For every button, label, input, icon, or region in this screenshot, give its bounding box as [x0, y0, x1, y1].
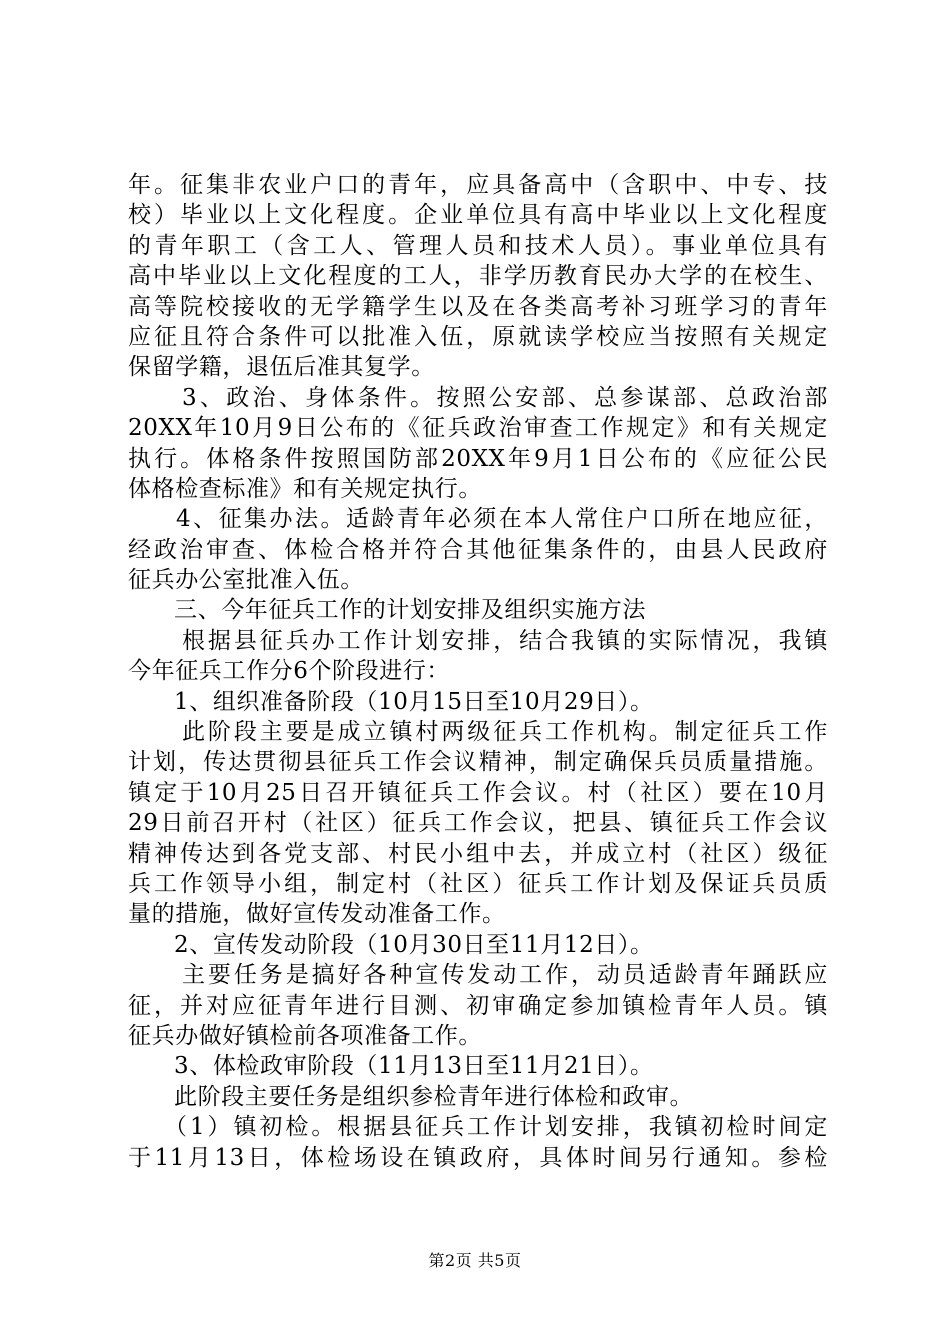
- text-line: 年。征集非农业户口的青年，应具备高中（含职中、中专、技: [128, 172, 828, 198]
- text-line: 计划，传达贯彻县征兵工作会议精神，制定确保兵员质量措施。: [128, 749, 828, 776]
- text-line: 今年征兵工作分6个阶段进行：: [128, 658, 451, 685]
- text-line: 经政治审查、体检合格并符合其他征集条件的，由县人民政府: [128, 536, 828, 563]
- text-line: 高中毕业以上文化程度的工人，非学历教育民办大学的在校生、: [128, 263, 828, 290]
- text-line: 校）毕业以上文化程度。企业单位具有高中毕业以上文化程度: [128, 202, 828, 229]
- text-line: 20XX年10月9日公布的《征兵政治审查工作规定》和有关规定: [128, 415, 828, 442]
- text-line: 2、宣传发动阶段（10月30日至11月12日）。: [174, 931, 654, 958]
- text-line: （1）镇初检。根据县征兵工作计划安排，我镇初检时间定: [164, 1114, 828, 1141]
- text-line: 根据县征兵办工作计划安排，结合我镇的实际情况，我镇: [182, 627, 828, 654]
- text-line: 执行。体格条件按照国防部20XX年9月1日公布的《应征公民: [128, 445, 828, 472]
- text-line: 1、组织准备阶段（10月15日至10月29日）。: [174, 688, 654, 715]
- text-line: 于11月13日，体检场设在镇政府，具体时间另行通知。参检: [128, 1144, 828, 1171]
- text-line: 应征且符合条件可以批准入伍，原就读学校应当按照有关规定: [128, 323, 828, 350]
- text-line: 主要任务是搞好各种宣传发动工作，动员适龄青年踊跃应: [182, 962, 828, 989]
- text-line: 高等院校接收的无学籍学生以及在各类高考补习班学习的青年: [128, 293, 828, 320]
- text-line: 征兵办公室批准入伍。: [128, 567, 364, 594]
- text-line: 量的措施，做好宣传发动准备工作。: [128, 901, 506, 928]
- text-line: 此阶段主要任务是组织参检青年进行体检和政审。: [174, 1083, 694, 1110]
- text-line: 3、政治、身体条件。按照公安部、总参谋部、总政治部: [182, 384, 828, 411]
- text-line: 4、征集办法。适龄青年必须在本人常住户口所在地应征，: [176, 506, 828, 533]
- text-line: 征，并对应征青年进行目测、初审确定参加镇检青年人员。镇: [128, 992, 828, 1019]
- text-line: 三、今年征兵工作的计划安排及组织实施方法: [174, 597, 646, 624]
- text-line: 征兵办做好镇检前各项准备工作。: [128, 1022, 482, 1049]
- text-line: 镇定于10月25日召开镇征兵工作会议。村（社区）要在10月: [128, 779, 828, 806]
- text-line: 此阶段主要是成立镇村两级征兵工作机构。制定征兵工作: [182, 719, 828, 746]
- document-body: [128, 170, 828, 1173]
- text-line: 3、体检政审阶段（11月13日至11月21日）。: [174, 1053, 654, 1080]
- text-line: 的青年职工（含工人、管理人员和技术人员）。事业单位具有: [128, 232, 828, 259]
- text-line: 29日前召开村（社区）征兵工作会议，把县、镇征兵工作会议: [128, 810, 828, 837]
- text-line: 兵工作领导小组，制定村（社区）征兵工作计划及保证兵员质: [128, 870, 828, 897]
- text-line: 保留学籍，退伍后准其复学。: [128, 354, 435, 381]
- page-footer: 第2页 共5页: [428, 1251, 522, 1270]
- text-line: 精神传达到各党支部、村民小组中去，并成立村（社区）级征: [128, 840, 828, 867]
- text-line: 体格检查标准》和有关规定执行。: [128, 475, 482, 502]
